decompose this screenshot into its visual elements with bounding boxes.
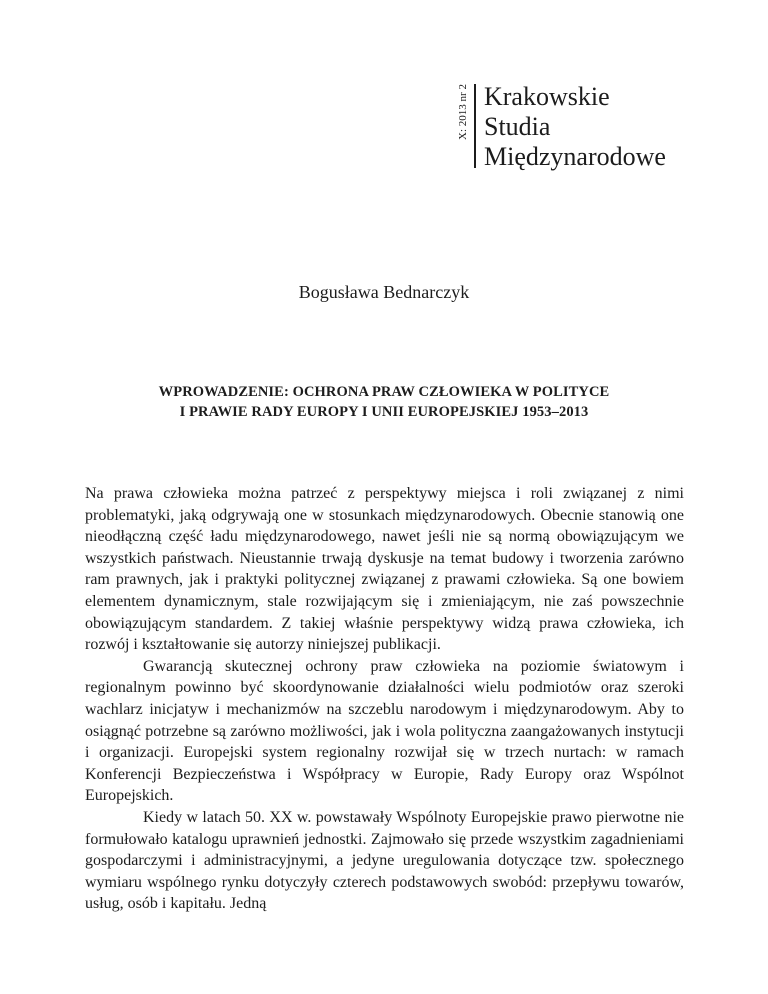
paragraph: Gwarancją skutecznej ochrony praw człowieka na poziomie światowym i regionalnym powinno być skoordynowanie działalności wielu podmiotów oraz szeroki wachlarz inicjatyw i mechanizmów na szczeblu narodowym i międzynarodowym. Aby to osiągnąć potrzebne są zarówno możliwości, jak i wola polityczna zaangażowanych instytucji i organizacji. Europejski system regionalny rozwijał się w trzech nurtach: w ramach Konferencji Bezpieczeństwa i Współpracy w Europie, Rady Europy oraz Wspólnot Europejskich. (85, 657, 684, 805)
journal-title-line: Studia (484, 112, 551, 141)
journal-header (448, 82, 688, 192)
volume-label: X: 2013 nr 2 (457, 84, 469, 140)
header-divider (474, 84, 476, 168)
journal-title-line: Krakowskie (484, 82, 610, 111)
body-text (85, 483, 684, 915)
paragraph: Na prawa człowieka można patrzeć z perspektywy miejsca i roli związanej z nimi problematyki, jaką odgrywają one w stosunkach międzynarodowych. Obecnie stanowią one nieodłączną część ładu międzynarodowego, nawet jeśli nie są normą obowiązującym we wszystkich państwach. Nieustannie trwają dyskusje na temat budowy i tworzenia zarówno ram prawnych, jak i praktyki politycznej związanej z prawami człowieka. Są one bowiem elementem dynamicznym, stale rozwijającym się i zmieniającym, nie zaś powszechnie obowiązującym standardem. Z takiej właśnie perspektywy widzą prawa człowieka, ich rozwój i kształtowanie się autorzy niniejszej publikacji. (85, 485, 684, 654)
journal-title (484, 82, 666, 172)
article-title-line: WPROWADZENIE: OCHRONA PRAW CZŁOWIEKA W POLITYCE (158, 384, 610, 400)
journal-title-line: Międzynarodowe (484, 142, 666, 171)
article-title-line: I PRAWIE RADY EUROPY I UNII EUROPEJSKIEJ 1953–2013 (179, 404, 589, 420)
paragraph: Kiedy w latach 50. XX w. powstawały Wspólnoty Europejskie prawo pierwotne nie formułowało katalogu uprawnień jednostki. Zajmowało się przede wszystkim zagadnieniami gospodarczymi i administracyjnymi, a jedyne uregulowania dotyczące tzw. społecznego wymiaru wspólnego rynku dotyczyły czterech podstawowych swobód: przepływu towarów, usług, osób i kapitału. Jedną (85, 808, 684, 913)
author-name: Bogusława Bednarczyk (298, 282, 470, 302)
article-title (80, 382, 688, 422)
